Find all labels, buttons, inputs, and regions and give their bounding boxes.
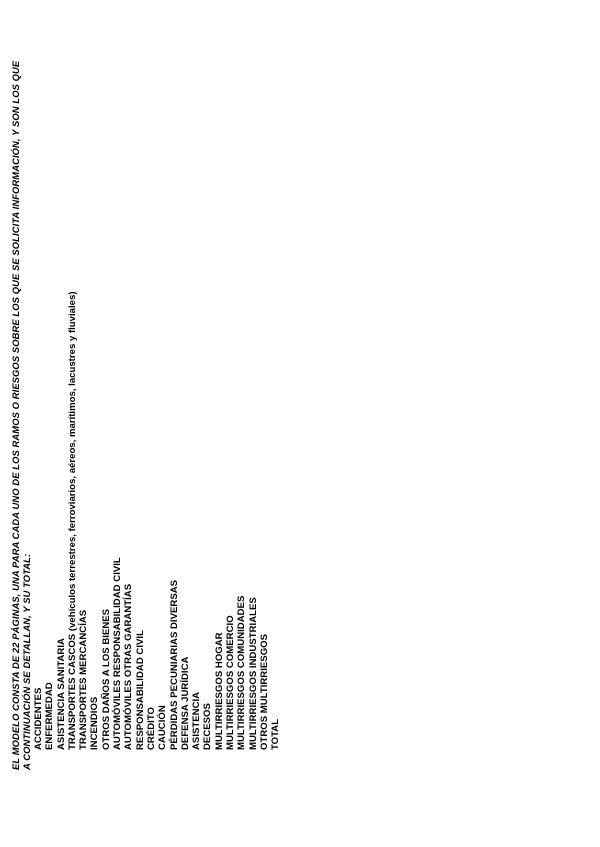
list-item: ACCIDENTES: [33, 687, 44, 750]
list-item: MULTIRRIESGOS COMERCIO: [225, 615, 237, 750]
list-item: TRANSPORTES CASCOS (vehículos terrestres, ferroviarios, aéreos, marítimos, lacustres y fluviales): [66, 291, 78, 750]
intro-line-1: EL MODELO CONSTA DE 22 PÁGINAS, UNA PARA CADA UNO DE LOS RAMOS O RIESGOS SOBRE LOS QUE SE SOLICITA INFORMACIÓN, Y SON LOS QUE: [10, 60, 21, 770]
intro-text: [10, 61, 32, 770]
list-item: MULTIRRIESGOS HOGAR: [213, 632, 225, 750]
list-item: AUTOMÓVILES RESPONSABILIDAD CIVIL: [112, 557, 124, 750]
list-item: CRÉDITO: [145, 707, 157, 750]
list-item: TRANSPORTES MERCANCÍAS: [78, 609, 90, 750]
list-item: CAUCIÓN: [157, 705, 169, 750]
ramos-list: [33, 291, 282, 750]
list-item: OTROS MULTIRRIESGOS: [258, 633, 270, 750]
list-item: PÉRDIDAS PECUNIARIAS DIVERSAS: [168, 579, 180, 750]
list-item: ASISTENCIA: [191, 691, 203, 750]
list-item: AUTOMÓVILES OTRAS GARANTÍAS: [123, 583, 135, 750]
list-item: MULTIRRIESGOS COMUNIDADES: [236, 595, 248, 750]
list-item: MULTIRRIESGOS INDUSTRIALES: [247, 597, 259, 750]
list-item: DEFENSA JURÍDICA: [179, 656, 191, 750]
list-item-total: TOTAL: [270, 718, 282, 750]
list-item: RESPONSABILIDAD CIVIL: [134, 630, 146, 750]
list-item: ENFERMEDAD: [44, 682, 56, 750]
list-item: ASISTENCIA SANITARIA: [55, 638, 67, 750]
list-item: OTROS DAÑOS A LOS BIENES: [100, 608, 112, 750]
intro-line-2: A CONTINUACIÓN SE DETALLAN, Y SU TOTAL:: [21, 553, 32, 770]
list-item: INCENDIOS: [89, 696, 101, 750]
list-item: DECESOS: [202, 703, 214, 750]
